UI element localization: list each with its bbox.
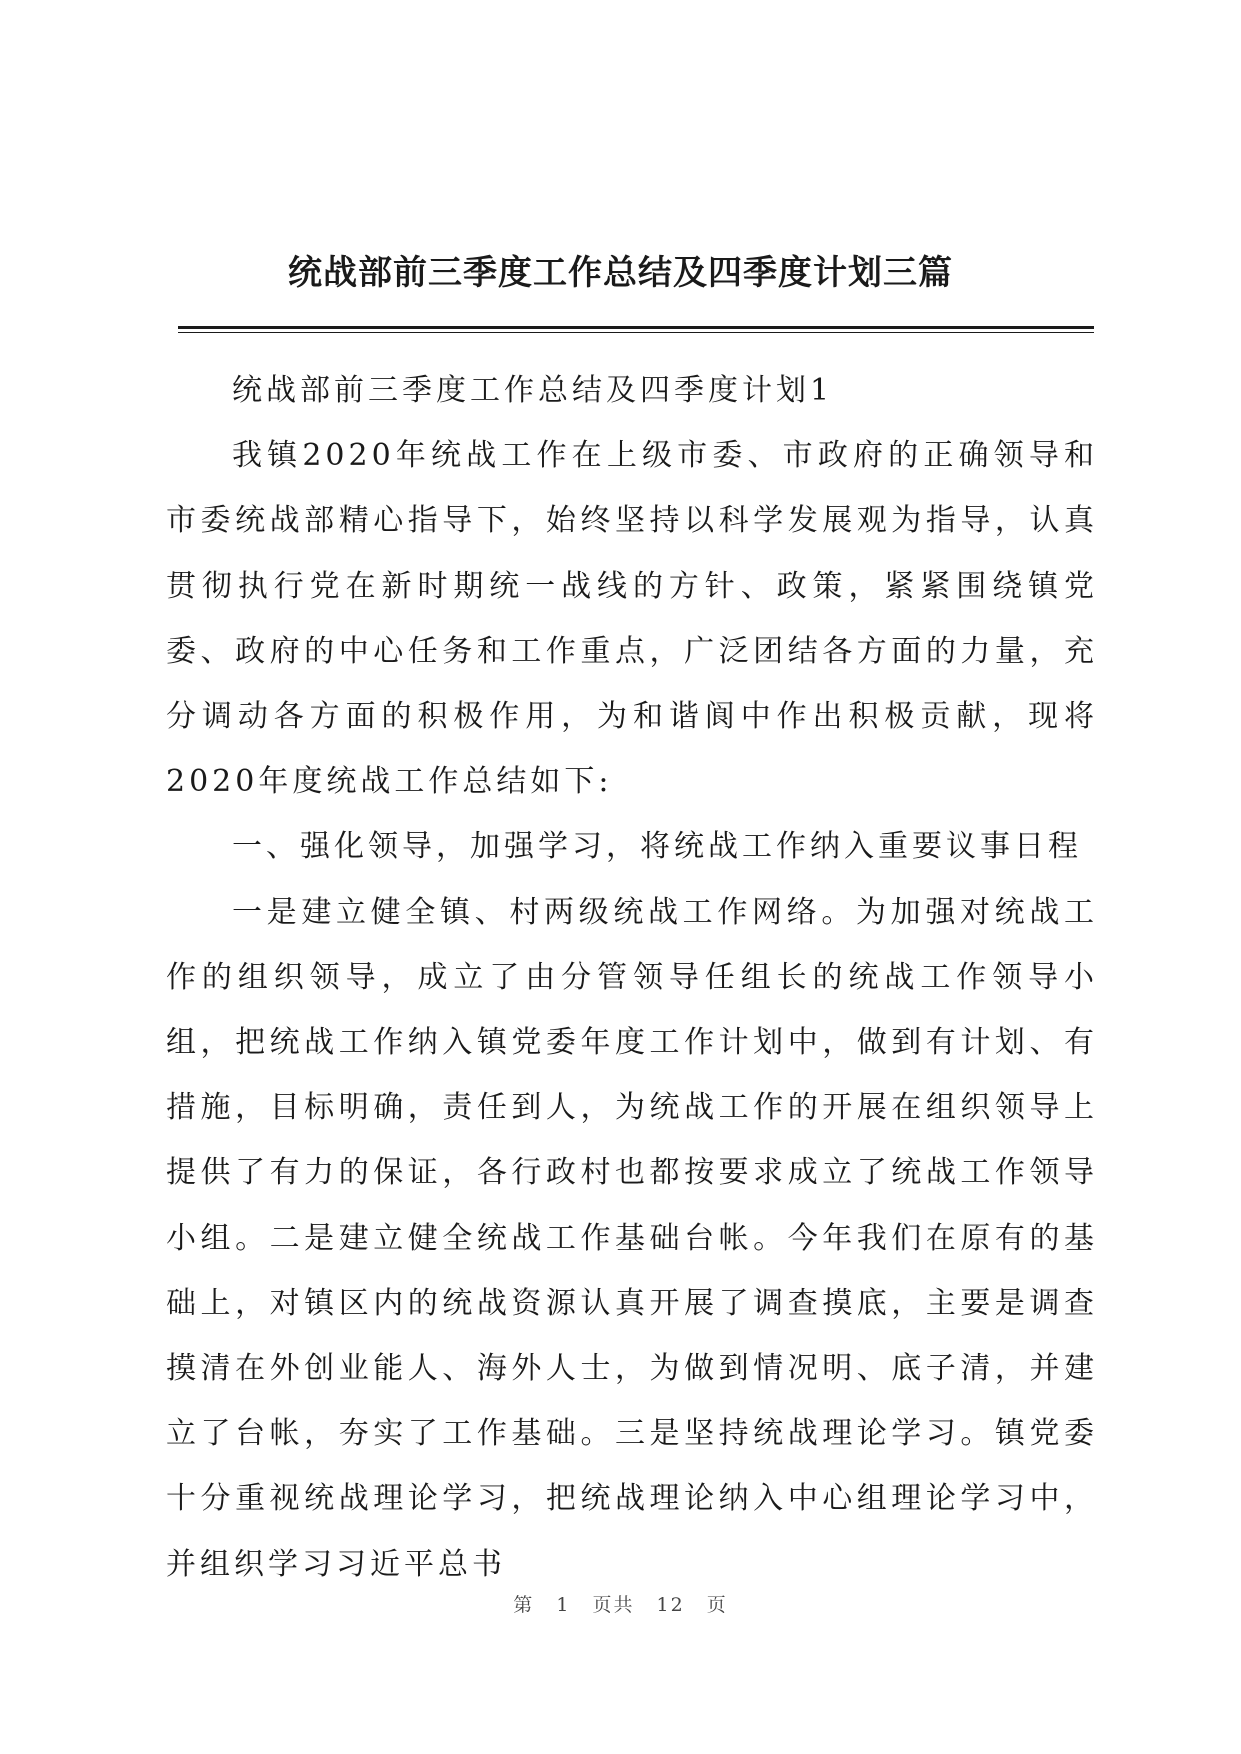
paragraph-body: 一是建立健全镇、村两级统战工作网络。为加强对统战工作的组织领导，成立了由分管领导任组长的统战工作领导小组，把统战工作纳入镇党委年度工作计划中，做到有计划、有措施，目标明确，责任到人，为统战工作的开展在组织领导上提供了有力的保证，各行政村也都按要求成立了统战工作领导小组。二是建立健全统战工作基础台帐。今年我们在原有的基础上，对镇区内的统战资源认真开展了调查摸底，主要是调查摸清在外创业能人、海外人士，为做到情况明、底子清，并建立了台帐，夯实了工作基础。三是坚持统战理论学习。镇党委十分重视统战理论学习，把统战理论纳入中心组理论学习中，并组织学习习近平总书: [166, 894, 1098, 1582]
paragraph-intro: 我镇2020年统战工作在上级市委、市政府的正确领导和市委统战部精心指导下，始终坚持以科学发展观为指导，认真贯彻执行党在新时期统一战线的方针、政策，紧紧围绕镇党委、政府的中心任务和工作重点，广泛团结各方面的力量，充分调动各方面的积极作用，为和谐阆中作出积极贡献，现将2020年度统战工作总结如下:: [166, 438, 1098, 800]
page-footer: 第 1 页共 12 页: [513, 1594, 728, 1616]
paragraph-section-heading: 一、强化领导，加强学习，将统战工作纳入重要议事日程: [232, 829, 1082, 865]
document-body: [166, 358, 1098, 1597]
document-title: 统战部前三季度工作总结及四季度计划三篇: [288, 253, 953, 293]
title-divider: [178, 326, 1094, 333]
paragraph-heading: 统战部前三季度工作总结及四季度计划1: [232, 373, 834, 408]
